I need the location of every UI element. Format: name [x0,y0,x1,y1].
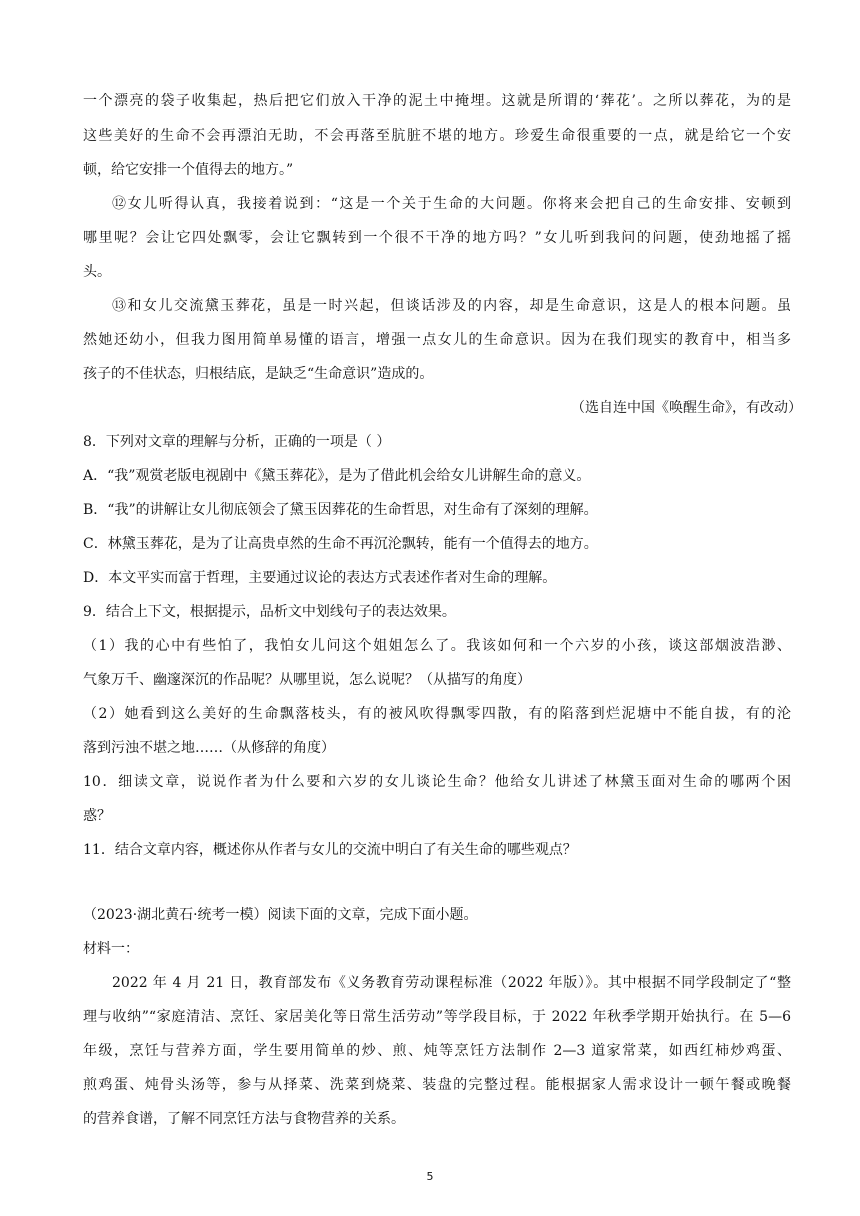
material-1-line-1: 2022 年 4 月 21 日，教育部发布《义务教育劳动课程标准（2022 年版）》。其中根据不同学段制定了“整 [112,975,791,991]
question-8-option-d: D．本文平实而富于哲理，主要通过议论的表达方式表述作者对生命的理解。 [83,570,557,586]
question-9-2-line-2: 落到污浊不堪之地……（从修辞的角度） [83,740,335,756]
material-1-line-5: 的营养食谱，了解不同烹饪方法与食物营养的关系。 [83,1111,405,1127]
question-8-stem: 8．下列对文章的理解与分析，正确的一项是（ ） [83,434,391,450]
question-8-option-b: B．“我”的讲解让女儿彻底领会了黛玉因葬花的生命哲思，对生命有了深刻的理解。 [83,502,598,518]
para-13-line-3: 孩子的不佳状态，归根结底，是缺乏“生命意识”造成的。 [83,366,434,382]
passage-source: （选自连中国《唤醒生命》，有改动） [571,400,802,416]
para-12-line-2: 哪里呢？会让它四处飘零，会让它飘转到一个很不干净的地方吗？”女儿听到我问的问题，使劲地摇了摇 [83,230,791,246]
question-9-stem: 9．结合上下文，根据提示，品析文中划线句子的表达效果。 [83,604,456,620]
para-12-line-3: 头。 [83,264,111,280]
para-13-line-2: 然她还幼小，但我力图用简单易懂的语言，增强一点女儿的生命意识。因为在我们现实的教育中，相当多 [83,332,791,348]
question-10-line-2: 惑？ [83,808,111,824]
material-1-line-4: 煎鸡蛋、炖骨头汤等，参与从择菜、洗菜到烧菜、装盘的完整过程。能根据家人需求设计一顿午餐或晚餐 [83,1077,791,1093]
question-8-option-c: C．林黛玉葬花，是为了让高贵卓然的生命不再沉沦飘转，能有一个值得去的地方。 [83,536,598,552]
para-12-line-1: ⑫女儿听得认真，我接着说到：“这是一个关于生命的大问题。你将来会把自己的生命安排、安顿到 [112,196,791,212]
material-1-line-3: 年级，烹饪与营养方面，学生要用简单的炒、煎、炖等烹饪方法制作 2—3 道家常菜，如西红柿炒鸡蛋、 [83,1043,791,1059]
question-9-2-line-1: （2）她看到这么美好的生命飘落枝头，有的被风吹得飘零四散，有的陷落到烂泥塘中不能自拔，有的沦 [83,706,791,722]
question-10-line-1: 10．细读文章，说说作者为什么要和六岁的女儿谈论生命？他给女儿讲述了林黛玉面对生命的哪两个困 [83,774,791,790]
section-intro: （2023·湖北黄石·统考一模）阅读下面的文章，完成下面小题。 [83,907,478,923]
question-9-1-line-2: 气象万千、幽邃深沉的作品呢？从哪里说，怎么说呢？（从描写的角度） [83,672,531,688]
question-9-1-line-1: （1）我的心中有些怕了，我怕女儿问这个姐姐怎么了。我该如何和一个六岁的小孩，谈这部烟波浩渺、 [83,638,791,654]
material-label: 材料一： [83,941,139,957]
question-11: 11．结合文章内容，概述你从作者与女儿的交流中明白了有关生命的哪些观点？ [83,842,577,858]
material-1-line-2: 理与收纳”“家庭清洁、烹饪、家居美化等日常生活劳动”等学段目标，于 2022 年秋季学期开始执行。在 5—6 [83,1009,791,1025]
para-11-line-1: 一个漂亮的袋子收集起，热后把它们放入干净的泥土中掩埋。这就是所谓的‘葬花’。之所以葬花，为的是 [83,93,791,109]
para-13-line-1: ⑬和女儿交流黛玉葬花，虽是一时兴起，但谈话涉及的内容，却是生命意识，这是人的根本问题。虽 [112,298,791,314]
para-11-line-3: 顿，给它安排一个值得去的地方。” [83,162,294,178]
question-8-option-a: A．“我”观赏老版电视剧中《黛玉葬花》，是为了借此机会给女儿讲解生命的意义。 [83,468,591,484]
para-11-line-2: 这些美好的生命不会再漂泊无助，不会再落至肮脏不堪的地方。珍爱生命很重要的一点，就是给它一个安 [83,128,791,144]
page-number: 5 [426,1170,434,1183]
